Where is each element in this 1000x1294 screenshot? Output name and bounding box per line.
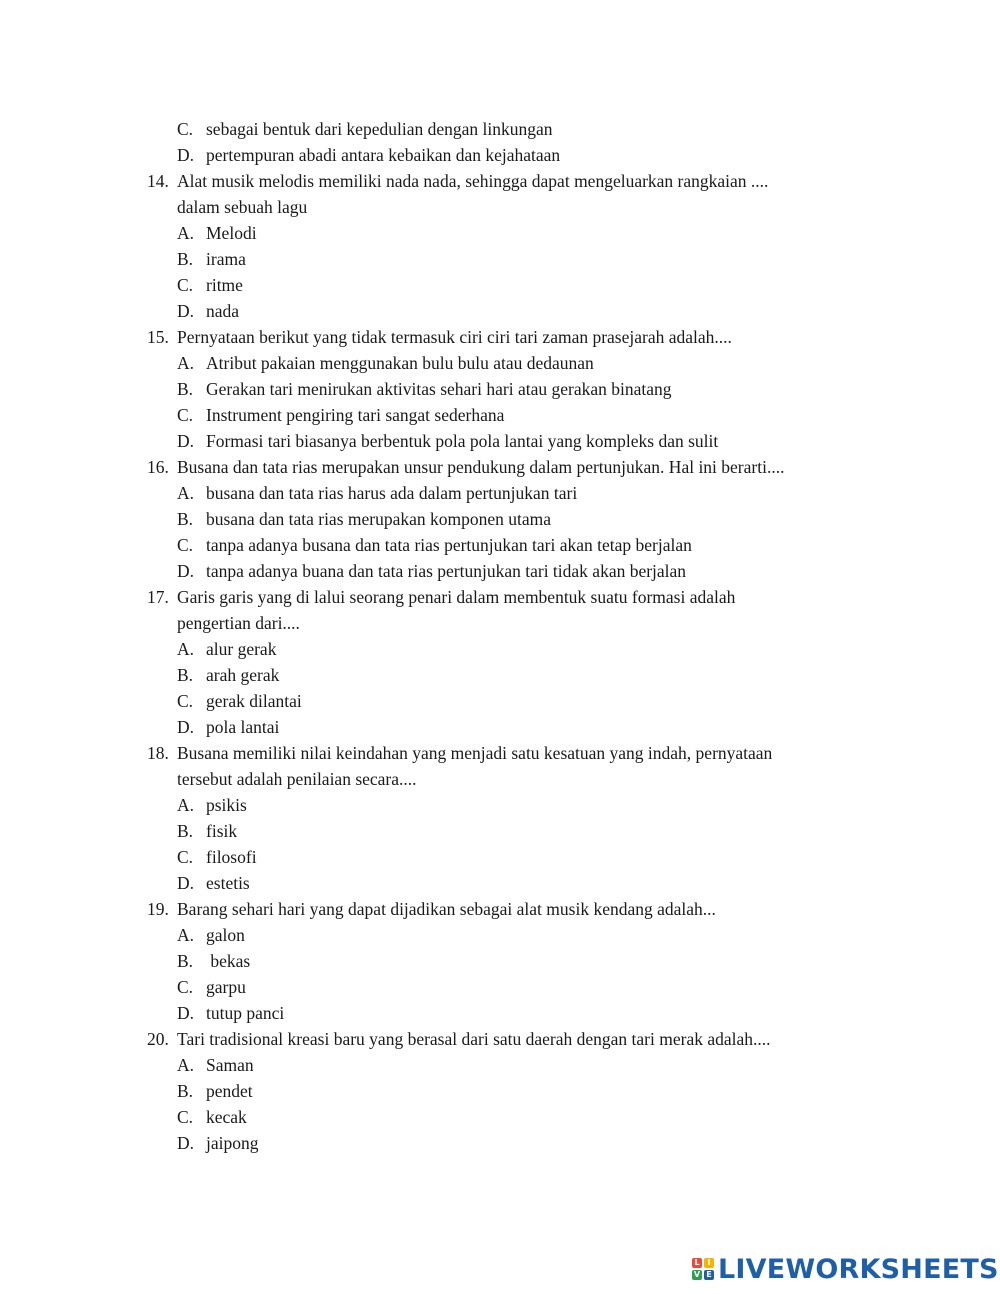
question-text-continued — [0, 766, 1000, 792]
question-number: 15. — [147, 327, 169, 347]
liveworksheets-logo[interactable] — [692, 1252, 999, 1286]
option-row — [0, 142, 1000, 168]
option-letter: C. — [177, 691, 194, 711]
question-text-continued — [0, 610, 1000, 636]
option-letter: A. — [177, 223, 195, 243]
option-letter: C. — [177, 119, 194, 139]
question-number: 20. — [147, 1029, 169, 1049]
logo-cell: L — [692, 1258, 702, 1268]
option-text: garpu — [206, 977, 246, 997]
option-row — [0, 116, 1000, 142]
option-text: pendet — [206, 1081, 253, 1101]
question-15 — [0, 324, 1000, 350]
logo-cell: I — [704, 1258, 714, 1268]
option-letter: A. — [177, 483, 195, 503]
option-letter: A. — [177, 925, 195, 945]
option-row — [0, 636, 1000, 662]
option-letter: D. — [177, 1003, 195, 1023]
option-letter: A. — [177, 795, 195, 815]
option-row — [0, 506, 1000, 532]
option-row — [0, 688, 1000, 714]
option-text: irama — [206, 249, 246, 269]
option-letter: B. — [177, 509, 194, 529]
option-letter: D. — [177, 301, 195, 321]
option-letter: D. — [177, 1133, 195, 1153]
option-text: tanpa adanya buana dan tata rias pertunjukan tari tidak akan berjalan — [206, 561, 687, 581]
option-letter: C. — [177, 977, 194, 997]
logo-text: LIVEWORKSHEETS — [718, 1253, 999, 1285]
option-letter: B. — [177, 821, 194, 841]
option-row — [0, 818, 1000, 844]
question-number: 14. — [147, 171, 169, 191]
logo-cell: V — [693, 1270, 701, 1279]
question-14 — [0, 168, 1000, 194]
option-text: tanpa adanya busana dan tata rias pertunjukan tari akan tetap berjalan — [206, 535, 692, 555]
question-19 — [0, 896, 1000, 922]
option-row — [0, 1052, 1000, 1078]
option-text: Saman — [206, 1055, 254, 1075]
option-letter: D. — [177, 431, 195, 451]
option-row — [0, 1078, 1000, 1104]
question-text: Busana dan tata rias merupakan unsur pendukung dalam pertunjukan. Hal ini berarti.... — [177, 457, 785, 477]
worksheet-page — [0, 116, 1000, 1156]
option-text: psikis — [206, 795, 247, 815]
option-letter: B. — [177, 379, 194, 399]
option-row — [0, 350, 1000, 376]
option-text: tutup panci — [206, 1003, 285, 1023]
option-letter: D. — [177, 717, 195, 737]
question-text: Garis garis yang di lalui seorang penari dalam membentuk suatu formasi adalah — [177, 587, 736, 607]
option-row — [0, 246, 1000, 272]
question-number: 16. — [147, 457, 169, 477]
question-number: 19. — [147, 899, 169, 919]
option-letter: B. — [177, 1081, 194, 1101]
option-letter: A. — [177, 639, 195, 659]
option-letter: B. — [177, 951, 194, 971]
option-letter: C. — [177, 1107, 194, 1127]
option-letter: C. — [177, 275, 194, 295]
option-letter: B. — [177, 665, 194, 685]
option-text: bekas — [206, 951, 251, 971]
option-row — [0, 558, 1000, 584]
option-text: nada — [206, 301, 240, 321]
option-text: ritme — [206, 275, 243, 295]
option-text: Formasi tari biasanya berbentuk pola pola lantai yang kompleks dan sulit — [206, 431, 719, 451]
option-letter: B. — [177, 249, 194, 269]
question-text: dalam sebuah lagu — [177, 197, 308, 217]
option-row — [0, 844, 1000, 870]
option-text: arah gerak — [206, 665, 280, 685]
option-row — [0, 870, 1000, 896]
option-text: busana dan tata rias harus ada dalam pertunjukan tari — [206, 483, 578, 503]
option-letter: C. — [177, 405, 194, 425]
option-letter: C. — [177, 535, 194, 555]
option-row — [0, 792, 1000, 818]
question-17 — [0, 584, 1000, 610]
question-text: Barang sehari hari yang dapat dijadikan sebagai alat musik kendang adalah... — [177, 899, 716, 919]
option-letter: A. — [177, 1055, 195, 1075]
option-row — [0, 662, 1000, 688]
question-text: Pernyataan berikut yang tidak termasuk ciri ciri tari zaman prasejarah adalah.... — [177, 327, 732, 347]
option-row — [0, 1000, 1000, 1026]
option-row — [0, 480, 1000, 506]
option-row — [0, 272, 1000, 298]
option-row — [0, 376, 1000, 402]
option-row — [0, 220, 1000, 246]
question-20 — [0, 1026, 1000, 1052]
option-text: pertempuran abadi antara kebaikan dan kejahataan — [206, 145, 561, 165]
option-letter: D. — [177, 873, 195, 893]
option-text: pola lantai — [206, 717, 280, 737]
question-text-continued — [0, 194, 1000, 220]
option-text: estetis — [206, 873, 250, 893]
option-row — [0, 298, 1000, 324]
option-text: sebagai bentuk dari kepedulian dengan linkungan — [206, 119, 553, 139]
option-row — [0, 714, 1000, 740]
logo-icon — [692, 1258, 714, 1280]
option-letter: D. — [177, 561, 195, 581]
option-row — [0, 922, 1000, 948]
option-row — [0, 1130, 1000, 1156]
question-text: Alat musik melodis memiliki nada nada, sehingga dapat mengeluarkan rangkaian .... — [177, 171, 769, 191]
question-number: 17. — [147, 587, 169, 607]
option-letter: C. — [177, 847, 194, 867]
question-16 — [0, 454, 1000, 480]
option-row — [0, 402, 1000, 428]
option-row — [0, 1104, 1000, 1130]
option-text: filosofi — [206, 847, 257, 867]
question-text: Tari tradisional kreasi baru yang berasal dari satu daerah dengan tari merak adalah.... — [177, 1029, 771, 1049]
option-text: Melodi — [206, 223, 257, 243]
question-number: 18. — [147, 743, 169, 763]
option-row — [0, 428, 1000, 454]
option-text: gerak dilantai — [206, 691, 302, 711]
option-text: Atribut pakaian menggunakan bulu bulu atau dedaunan — [206, 353, 594, 373]
option-text: kecak — [206, 1107, 247, 1127]
option-letter: D. — [177, 145, 195, 165]
logo-cell: E — [704, 1270, 714, 1280]
option-text: galon — [206, 925, 245, 945]
question-text: Busana memiliki nilai keindahan yang menjadi satu kesatuan yang indah, pernyataan — [177, 743, 773, 763]
option-text: jaipong — [206, 1133, 259, 1153]
option-text: busana dan tata rias merupakan komponen utama — [206, 509, 552, 529]
option-row — [0, 974, 1000, 1000]
option-text: fisik — [206, 821, 238, 841]
question-text: tersebut adalah penilaian secara.... — [177, 769, 417, 789]
option-text: Instrument pengiring tari sangat sederhana — [206, 405, 505, 425]
option-text: Gerakan tari menirukan aktivitas sehari hari atau gerakan binatang — [206, 379, 672, 399]
option-row — [0, 948, 1000, 974]
option-text: alur gerak — [206, 639, 277, 659]
question-18 — [0, 740, 1000, 766]
option-row — [0, 532, 1000, 558]
question-text: pengertian dari.... — [177, 613, 300, 633]
option-letter: A. — [177, 353, 195, 373]
